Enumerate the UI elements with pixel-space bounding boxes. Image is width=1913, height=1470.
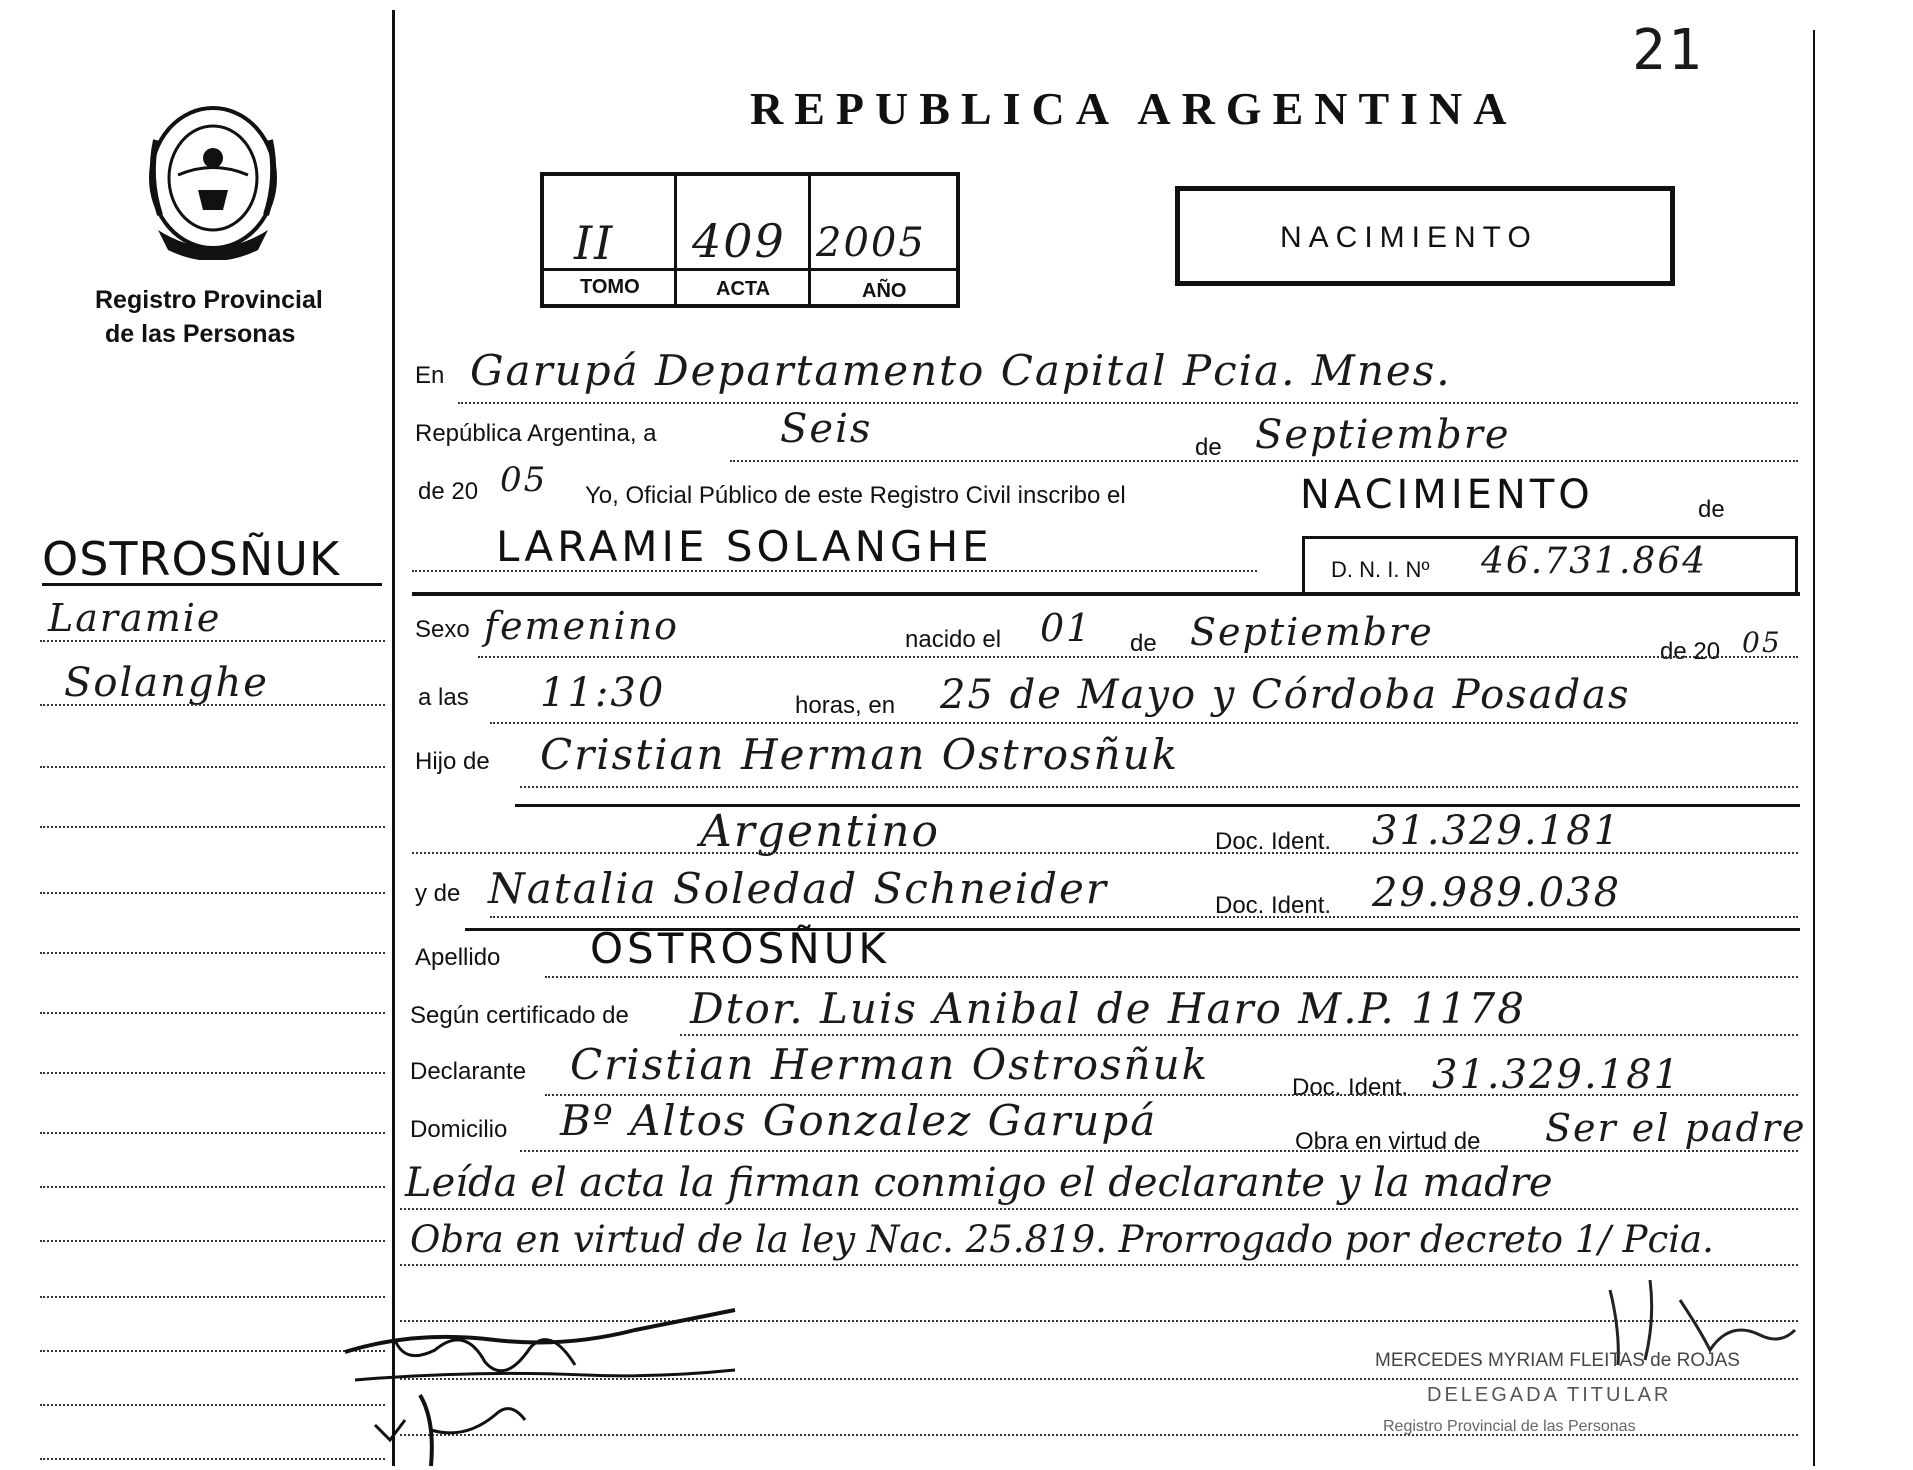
father-doc: 31.329.181 — [1372, 808, 1622, 854]
time-value: 11:30 — [540, 670, 666, 716]
domicilio-value: Bº Altos Gonzalez Garupá — [560, 1096, 1158, 1145]
birth-month: Septiembre — [1190, 610, 1434, 654]
page-number: 21 — [1632, 18, 1704, 83]
country-heading: REPUBLICA ARGENTINA — [750, 83, 1518, 134]
dni-value: 46.731.864 — [1481, 541, 1708, 582]
oficial-text: Yo, Oficial Público de este Registro Civil inscribo el — [585, 482, 1126, 509]
note-line-2: Obra en virtud de la ley Nac. 25.819. Prorrogado por decreto 1/ Pcia. — [410, 1218, 1714, 1261]
father-doc-label: Doc. Ident. — [1215, 828, 1332, 855]
year-prefix: de 20 — [418, 478, 479, 505]
doctor-value: Dtor. Luis Anibal de Haro M.P. 1178 — [690, 984, 1526, 1033]
record-type-box — [1175, 186, 1675, 286]
record-type-label: NACIMIENTO — [1280, 221, 1538, 254]
horas-label: horas, en — [795, 692, 896, 719]
sexo-value: femenino — [484, 604, 680, 648]
obra-value: Ser el padre — [1545, 1106, 1807, 1150]
birth-year-prefix: de 20 — [1660, 638, 1721, 665]
yde-label: y de — [415, 880, 461, 907]
declarante-doc: 31.329.181 — [1432, 1052, 1682, 1098]
de-label-date: de — [1195, 434, 1222, 461]
dni-box — [1302, 536, 1798, 592]
de-label-event: de — [1698, 496, 1725, 523]
acta-label: ACTA — [716, 278, 771, 300]
birth-year-suffix: 05 — [1742, 626, 1782, 659]
left-column-rule — [392, 10, 395, 1466]
alas-label: a las — [418, 684, 469, 711]
office-name-line1: Registro Provincial — [95, 286, 323, 314]
section-rule-top — [412, 592, 1800, 596]
ano-label: AÑO — [862, 280, 907, 302]
margin-given-name-1: Laramie — [48, 596, 222, 640]
event-value: NACIMIENTO — [1300, 472, 1594, 518]
republica-label: República Argentina, a — [415, 420, 657, 447]
right-border-rule — [1813, 30, 1815, 1466]
declarante-doc-label: Doc. Ident. — [1292, 1074, 1409, 1101]
stamp-office: Registro Provincial de las Personas — [1383, 1418, 1636, 1435]
acta-value: 409 — [692, 214, 786, 268]
note-line-1: Leída el acta la firman conmigo el declarante y la madre — [405, 1160, 1553, 1206]
apellido-value: OSTROSÑUK — [590, 924, 890, 973]
year-suffix: 05 — [500, 460, 548, 500]
declarante-label: Declarante — [410, 1058, 527, 1085]
tomo-label: TOMO — [580, 276, 640, 298]
stamp-name: MERCEDES MYRIAM FLEITAS de ROJAS — [1375, 1350, 1740, 1371]
domicilio-label: Domicilio — [410, 1116, 508, 1143]
signature-declarante — [335, 1270, 755, 1470]
provincial-seal — [138, 100, 288, 260]
mother-name: Natalia Soledad Schneider — [488, 864, 1108, 913]
tomo-value: II — [574, 216, 615, 270]
hijo-label: Hijo de — [415, 748, 490, 775]
ano-value: 2005 — [816, 220, 926, 266]
de-label-birth: de — [1130, 630, 1157, 657]
declarante-name: Cristian Herman Ostrosñuk — [570, 1040, 1210, 1089]
stamp-title: DELEGADA TITULAR — [1427, 1384, 1672, 1406]
mother-doc-label: Doc. Ident. — [1215, 892, 1332, 919]
en-label: En — [415, 362, 445, 389]
father-nationality: Argentino — [700, 806, 940, 857]
birth-place: 25 de Mayo y Córdoba Posadas — [940, 672, 1631, 718]
margin-surname: OSTROSÑUK — [42, 532, 341, 586]
segun-label: Según certificado de — [410, 1002, 629, 1029]
official-stamp — [1365, 1350, 1805, 1450]
obra-label: Obra en virtud de — [1295, 1128, 1481, 1155]
dni-label: D. N. I. Nº — [1331, 557, 1430, 582]
nacido-label: nacido el — [905, 626, 1002, 653]
place-value: Garupá Departamento Capital Pcia. Mnes. — [470, 346, 1452, 395]
seal-emblem-icon — [138, 100, 288, 260]
child-name: LARAMIE SOLANGHE — [496, 522, 993, 571]
month-value: Septiembre — [1255, 412, 1511, 458]
sexo-label: Sexo — [415, 616, 470, 643]
office-name-line2: de las Personas — [105, 320, 296, 348]
apellido-label: Apellido — [415, 944, 501, 971]
birth-day: 01 — [1040, 606, 1093, 650]
record-number-box — [540, 172, 960, 308]
father-name: Cristian Herman Ostrosñuk — [540, 730, 1180, 779]
mother-doc: 29.989.038 — [1372, 870, 1622, 916]
day-words: Seis — [780, 406, 873, 452]
margin-given-name-2: Solanghe — [64, 660, 269, 706]
